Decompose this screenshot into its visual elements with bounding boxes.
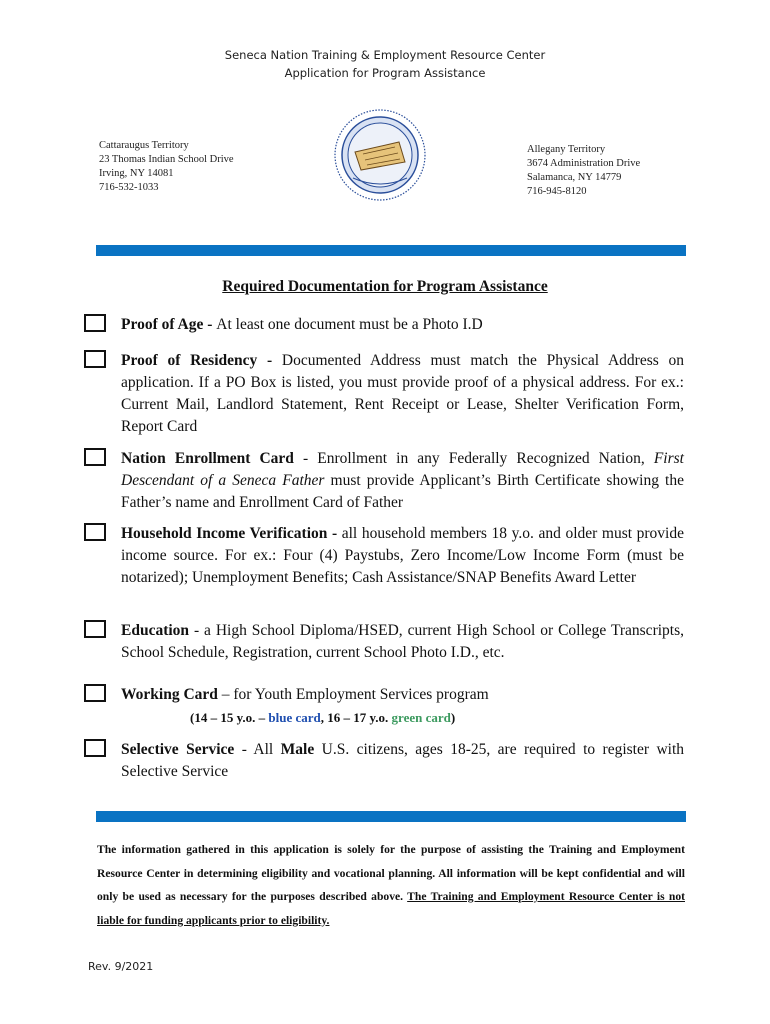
address-line: 23 Thomas Indian School Drive: [99, 154, 234, 165]
item-text: – for Youth Employment Services program: [217, 686, 489, 703]
section-title: Required Documentation for Program Assistance: [222, 278, 548, 295]
notice-text: The information gathered in this application is solely for the purpose of assisting the Training and Employment Resource Center in determining eligibility and vocational planning. All information will be kept confidential and will only be used as necessary for the purposes described above.: [97, 843, 685, 903]
item-text: - a High School Diploma/HSED, current High School or College Transcripts, School Schedule, Registration, current School Photo I.D., etc.: [121, 622, 684, 661]
item-proof-of-residency: [84, 350, 684, 438]
item-text: - Enrollment in any Federally Recognized Nation,: [293, 450, 654, 467]
blue-card-text: blue card: [268, 710, 321, 725]
checkbox-selective-service[interactable]: [84, 739, 106, 757]
item-text: must provide Applicant’s Birth Certificate showing the Father’s name and Enrollment Card of Father: [121, 472, 684, 511]
address-line: Allegany Territory: [527, 144, 606, 155]
checkbox-proof-of-residency[interactable]: [84, 350, 106, 368]
item-label: Nation Enrollment Card: [121, 450, 294, 467]
address-line: Salamanca, NY 14779: [527, 172, 622, 183]
item-text: At least one document must be a Photo I.D: [216, 316, 483, 333]
note-text: , 16 – 17 y.o.: [320, 710, 392, 725]
item-label: Selective Service: [121, 741, 235, 758]
revision-date: Rev. 9/2021: [88, 960, 154, 973]
checkbox-education[interactable]: [84, 620, 106, 638]
item-label: Proof of Residency -: [121, 352, 282, 369]
item-label: Proof of Age -: [121, 316, 217, 333]
confidentiality-notice: [97, 838, 685, 932]
item-label: Household Income Verification -: [121, 525, 342, 542]
form-title: Application for Program Assistance: [284, 66, 486, 80]
liability-disclaimer: The Training and Employment Resource Center is not liable for funding applicants prior to eligibility.: [97, 890, 685, 927]
allegany-address: [527, 143, 640, 199]
item-text: all household members 18 y.o. and older must provide income source. For ex.: Four (4) Paystubs, Zero Income/Low Income Form (must be notarized); Unemployment Benefits; Cash Assistance/SNAP Benefits Award Letter: [121, 525, 684, 586]
note-text: (14 – 15 y.o. –: [190, 710, 269, 725]
item-text: - All: [234, 741, 281, 758]
org-name: Seneca Nation Training & Employment Resource Center: [224, 48, 546, 62]
address-phone: 716-532-1033: [99, 182, 159, 193]
checkbox-proof-of-age[interactable]: [84, 314, 106, 332]
item-nation-enrollment-card: [84, 448, 684, 514]
item-working-card: [84, 684, 684, 706]
item-household-income: [84, 523, 684, 589]
item-label: Education: [121, 622, 190, 639]
item-label: Working Card: [121, 686, 218, 703]
seneca-nation-seal-icon: [333, 108, 427, 202]
item-selective-service: [84, 739, 684, 783]
cattaraugus-address: [99, 139, 234, 195]
item-bold-text: Male: [280, 741, 315, 758]
checkbox-household-income[interactable]: [84, 523, 106, 541]
item-education: [84, 620, 684, 664]
address-line: Cattaraugus Territory: [99, 140, 189, 151]
working-card-age-note: [190, 710, 455, 726]
address-line: Irving, NY 14081: [99, 168, 174, 179]
checkbox-nation-enrollment-card[interactable]: [84, 448, 106, 466]
note-text: ): [450, 710, 456, 725]
address-line: 3674 Administration Drive: [527, 158, 641, 169]
divider-bar-top: [96, 245, 686, 256]
document-header: [0, 46, 770, 82]
address-phone: 716-945-8120: [527, 186, 587, 197]
item-italic-text: First Descendant of a Seneca Father: [121, 450, 684, 489]
item-proof-of-age: [84, 314, 684, 336]
item-text: U.S. citizens, ages 18-25, are required to register with Selective Service: [121, 741, 684, 780]
item-text: Documented Address must match the Physical Address on application. If a PO Box is listed, you must provide proof of a physical address. For ex.: Current Mail, Landlord Statement, Rent Receipt or Lease, Shelter Verification Form, Report Card: [121, 352, 685, 435]
checkbox-working-card[interactable]: [84, 684, 106, 702]
divider-bar-bottom: [96, 811, 686, 822]
green-card-text: green card: [391, 710, 451, 725]
